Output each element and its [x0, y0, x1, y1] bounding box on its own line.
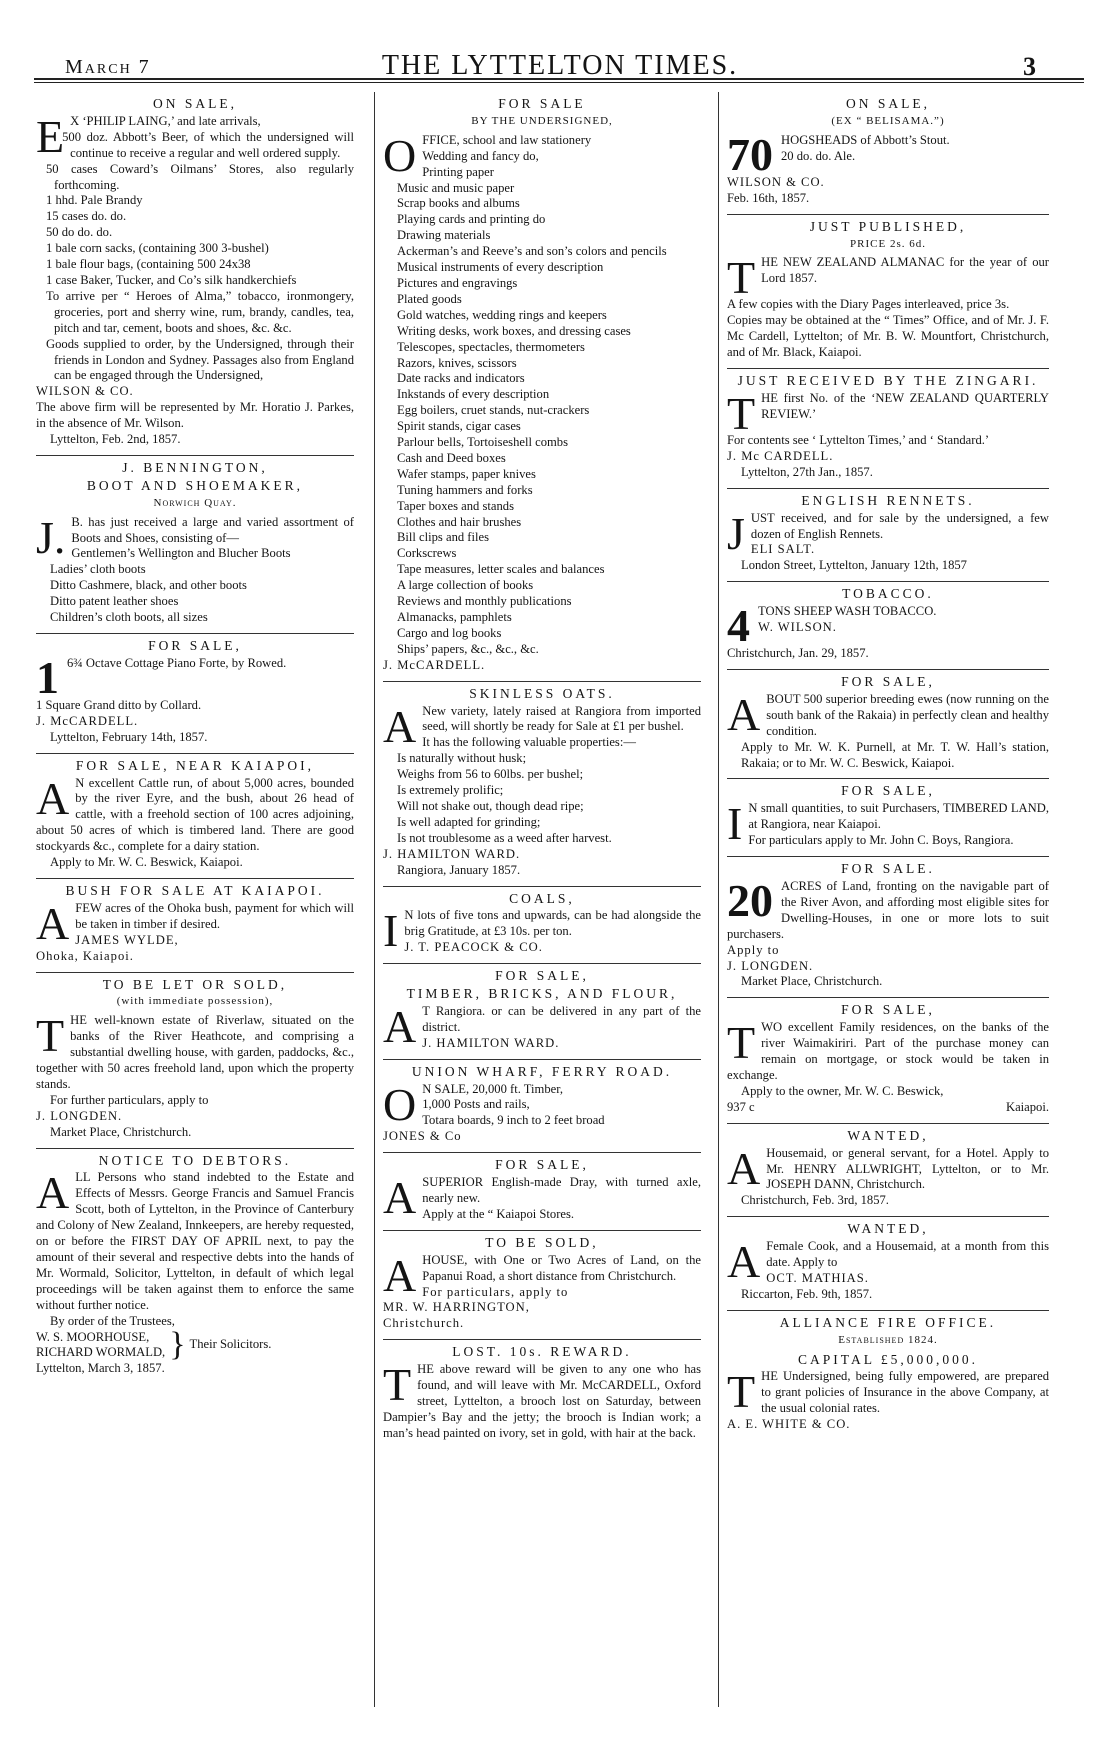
ad-heading: FOR SALE, NEAR KAIAPOI, [75, 757, 315, 773]
ad-stationery [383, 92, 701, 682]
ad-body: T Rangiora. or can be delivered in any part of the district. [422, 1003, 701, 1034]
list-item: It has the following valuable properties:— [422, 735, 636, 750]
list-item: Razors, knives, scissors [397, 355, 517, 370]
ad-heading: UNION WHARF, FERRY ROAD. [411, 1063, 673, 1079]
ad-heading: FOR SALE, [841, 1002, 935, 1018]
ad-body: HE well-known estate of Riverlaw, situated on the banks of the River Heathcote, and comprising a substantial dwelling house, with garden, paddocks, &c., together with 50 acres freehold land, upon which the property stands. [36, 1013, 354, 1091]
list-item: 500 doz. Abbott’s Beer, of which the undersigned will continue to receive a regular and well ordered supply. [62, 129, 354, 160]
ad-subheading: PRICE 2s. 6d. [850, 237, 926, 250]
ad-body: ACRES of Land, fronting on the navigable part of the River Avon, and affording most eligible sites for Dwelling-Houses, in one or more lots to suit purchasers. [727, 879, 1049, 941]
drop-cap: J. [36, 511, 66, 563]
ad-signature: MR. W. HARRINGTON, [383, 1300, 530, 1315]
drop-cap: T [36, 1010, 65, 1062]
ad-acres-avon [727, 857, 1049, 998]
ad-signature: J. LONGDEN. [36, 1108, 123, 1123]
ad-signature-place: Ohoka, Kaiapoi. [36, 948, 134, 963]
masthead-rule [34, 78, 1084, 83]
list-item: Reviews and monthly publications [397, 594, 572, 609]
list-item: Is well adapted for grinding; [397, 814, 541, 829]
ad-intro: FFICE, school and law stationery [422, 132, 592, 147]
drop-cap: T [383, 1359, 412, 1411]
ad-notice-to-debtors [36, 1149, 354, 1385]
ad-date: Riccarton, Feb. 9th, 1857. [741, 1286, 873, 1301]
list-item: Telescopes, spectacles, thermometers [397, 339, 585, 354]
list-item: Gentlemen’s Wellington and Blucher Boots [71, 546, 291, 561]
ad-body: For contents see ‘ Lyttelton Times,’ and ‘ Standard.’ [727, 432, 990, 447]
ad-body: N excellent Cattle run, of about 5,000 acres, bounded by the river Eyre, and the bush, about 26 head of cattle, with a freehold section of 100 acres adjoining, about 50 acres of which is timbered land. There are good stockyards &c., complete for a dairy station. [36, 775, 354, 854]
ad-heading: WANTED, [847, 1221, 929, 1237]
column-2 [383, 92, 701, 1449]
ad-signature: J. HAMILTON WARD. [422, 1035, 560, 1050]
ad-signature: OCT. MATHIAS. [766, 1270, 869, 1285]
list-item: 1 hhd. Pale Brandy [46, 193, 143, 208]
brace-glyph: } [169, 1326, 186, 1364]
ad-heading: TO BE LET OR SOLD, [102, 976, 288, 992]
ad-heading: FOR SALE, [148, 638, 242, 653]
drop-cap: A [36, 772, 70, 824]
ad-belisama [727, 92, 1049, 215]
list-item: Ditto patent leather shoes [50, 594, 179, 609]
ad-heading: NOTICE TO DEBTORS. [98, 1152, 292, 1168]
ad-lost-reward [383, 1340, 701, 1448]
list-item: Cash and Deed boxes [397, 450, 506, 465]
ad-heading: JUST PUBLISHED, [809, 218, 967, 234]
ad-alliance-fire-office [727, 1311, 1049, 1440]
ad-apply: Apply to Mr. W. K. Purnell, at Mr. T. W. Hall’s station, Rakaia; or to Mr. W. C. Beswick, Kaiapoi. [741, 739, 1049, 770]
ad-body: LL Persons who stand indebted to the Estate and Effects of Messrs. George Francis and Samuel Francis Scott, both of Lyttelton, in the Province of Canterbury and Colony of New Zealand, Innkeepers, are hereby requested, on or before the FIRST DAY OF APRIL next, to pay the amount of their several and respective debts into the hands of Mr. Wormald, Solicitor, Lyttelton, in default of which legal proceedings will be taken against them to enforce the same without further notice. [36, 1170, 354, 1312]
masthead [55, 50, 1065, 80]
solicitors-block [36, 1326, 354, 1364]
drop-cap: A [727, 688, 761, 740]
list-item: Cargo and log books [397, 625, 502, 640]
ad-body: N small quantities, to suit Purchasers, TIMBERED LAND, at Rangiora, near Kaiapoi. [748, 801, 1049, 832]
list-item: Gold watches, wedding rings and keepers [397, 307, 607, 322]
ad-dray-for-sale [383, 1153, 701, 1231]
list-item: 50 cases Coward’s Oilmans’ Stores, also regularly forthcoming. [46, 161, 354, 192]
ad-subheading: (with immediate possession), [116, 995, 274, 1008]
ad-note: The above firm will be represented by Mr. Horatio J. Parkes, in the absence of Mr. Wilson. [36, 400, 354, 431]
list-item: 50 do do. do. [46, 225, 113, 240]
list-item: 1,000 Posts and rails, [422, 1097, 530, 1112]
ad-signature: W. WILSON. [758, 620, 837, 635]
ad-signature: WILSON & CO. [36, 384, 134, 399]
drop-cap: A [727, 1142, 761, 1194]
list-item: 1 case Baker, Tucker, and Co’s silk handkerchiefs [46, 272, 297, 287]
list-item: 1 bale flour bags, (containing 500 24x38 [46, 257, 251, 272]
list-item: Date racks and indicators [397, 371, 525, 386]
ad-heading: CAPITAL £5,000,000. [798, 1351, 978, 1367]
ad-heading: ON SALE, [153, 96, 237, 111]
ad-heading: FOR SALE, [841, 674, 935, 690]
ad-body: UST received, and for sale by the undersigned, a few dozen of English Rennets. [750, 510, 1049, 541]
ad-signature: JONES & Co [383, 1129, 462, 1144]
ad-heading: LOST. 10s. REWARD. [452, 1344, 632, 1360]
ad-body: HOUSE, with One or Two Acres of Land, on the Papanui Road, a short distance from Christchurch. [422, 1252, 701, 1283]
list-item: 15 cases do. do. [46, 209, 127, 224]
ad-timbered-land [727, 779, 1049, 857]
ad-body: A few copies with the Diary Pages interleaved, price 3s. [727, 297, 1010, 312]
ad-body: N SALE, 20,000 ft. Timber, [422, 1081, 564, 1096]
list-item: Pictures and engravings [397, 275, 518, 290]
drop-cap: A [383, 700, 417, 752]
list-item: Weighs from 56 to 60lbs. per bushel; [397, 767, 584, 782]
list-item: Plated goods [397, 291, 462, 306]
ad-body: N lots of five tons and upwards, can be had alongside the brig Gratitude, at £3 10s. per ton. [404, 908, 701, 939]
ad-heading: BUSH FOR SALE AT KAIAPOI. [65, 882, 325, 898]
ad-date: Feb. 16th, 1857. [727, 190, 810, 205]
column-divider [718, 92, 719, 1707]
drop-cap: O [383, 129, 417, 181]
list-item: Egg boilers, cruet stands, nut-crackers [397, 403, 590, 418]
list-item: Playing cards and printing do [397, 212, 546, 227]
drop-cap: A [383, 1000, 417, 1052]
list-item: Is extremely prolific; [397, 783, 504, 798]
solicitor-name: W. S. MOORHOUSE, [36, 1329, 150, 1344]
ad-heading: ENGLISH RENNETS. [801, 492, 975, 508]
ad-union-wharf [383, 1060, 701, 1154]
ad-body: Female Cook, and a Housemaid, at a month from this date. Apply to [766, 1239, 1049, 1270]
ad-body: WO excellent Family residences, on the banks of the river Waimakiriri. Part of the purchase money can remain on mortgage, or stock would be taken in exchange. [727, 1020, 1049, 1082]
ad-signature: J. LONGDEN. [727, 958, 814, 973]
list-item: Totara boards, 9 inch to 2 feet broad [422, 1113, 605, 1128]
ad-tobacco [727, 582, 1049, 670]
ad-signature: J. McCARDELL. [36, 713, 139, 728]
ad-apply: For particulars apply to Mr. John C. Boys, Rangiora. [748, 833, 1014, 848]
drop-cap: A [36, 1167, 70, 1219]
ad-heading: SKINLESS OATS. [469, 685, 615, 701]
ad-subheading: Established 1824. [838, 1333, 938, 1346]
list-item: Corkscrews [397, 546, 457, 561]
list-item: Is not troublesome as a weed after harvest. [397, 830, 612, 845]
list-item: Ships’ papers, &c., &c., &c. [397, 641, 539, 656]
ad-body: Copies may be obtained at the “ Times” Office, and of Mr. J. F. Mc Cardell, Lyttelton; of Mr. B. W. Mountfort, Christchurch, and of Mr. Black, Kaiapoi. [727, 313, 1049, 360]
ad-place: Market Place, Christchurch. [741, 974, 883, 989]
ad-breeding-ewes [727, 670, 1049, 779]
ad-zingari [727, 369, 1049, 489]
ad-apply: For further particulars, apply to [50, 1092, 209, 1107]
list-item: 1 bale corn sacks, (containing 300 3-bushel) [46, 241, 269, 256]
ad-english-rennets [727, 489, 1049, 583]
ad-timber-bricks-flour [383, 964, 701, 1060]
ad-heading: WANTED, [847, 1127, 929, 1143]
ad-date: Lyttelton, 27th Jan., 1857. [741, 464, 873, 479]
list-item: To arrive per “ Heroes of Alma,” tobacco, ironmongery, groceries, port and sherry wine, rum, brandy, candles, tea, pitch and tar, cement, boots and shoes, &c. &c. [46, 288, 354, 335]
ad-body: BOUT 500 superior breeding ewes (now running on the south bank of the Rakaia) in perfectly clean and healthy condition. [766, 691, 1049, 738]
ad-heading: TOBACCO. [842, 586, 934, 602]
newspaper-title: THE LYTTELTON TIMES. [381, 50, 739, 81]
ad-date: Lyttelton, February 14th, 1857. [50, 729, 208, 744]
list-item: Inkstands of every description [397, 387, 550, 402]
list-item: Is naturally without husk; [397, 751, 527, 766]
ad-bush-for-sale [36, 879, 354, 973]
solicitor-name: RICHARD WORMALD, [36, 1345, 166, 1360]
ad-subheading: Norwich Quay. [153, 496, 237, 509]
ad-signature: JAMES WYLDE, [75, 932, 179, 947]
ad-skinless-oats [383, 682, 701, 887]
ad-heading: JUST RECEIVED BY THE ZINGARI. [737, 373, 1039, 389]
list-item: Will not shake out, though dead ripe; [397, 798, 584, 813]
ad-line: 1 Square Grand ditto by Collard. [36, 697, 202, 712]
ad-coals [383, 887, 701, 965]
ad-heading: ON SALE, [846, 96, 930, 111]
column-1 [36, 92, 354, 1384]
drop-cap: T [727, 1366, 756, 1418]
list-item: Spirit stands, cigar cases [397, 419, 521, 434]
ad-body: 6¾ Octave Cottage Piano Forte, by Rowed. [67, 655, 287, 670]
ad-intro: X ‘PHILIP LAING,’ and late arrivals, [70, 113, 261, 128]
list-item: Bill clips and files [397, 530, 489, 545]
ad-apply: Apply to [727, 942, 780, 957]
list-item: A large collection of books [397, 578, 534, 593]
ad-date: London Street, Lyttelton, January 12th, 1857 [741, 558, 967, 573]
ad-body: B. has just received a large and varied assortment of Boots and Shoes, consisting of— [71, 514, 354, 545]
ad-kaiapoi-run [36, 754, 354, 879]
ad-apply: For particulars, apply to [422, 1284, 569, 1299]
drop-cap: T [727, 252, 756, 304]
ad-body: HE first No. of the ‘NEW ZEALAND QUARTERLY REVIEW.’ [761, 390, 1049, 421]
list-item: Ladies’ cloth boots [50, 562, 146, 577]
ad-apply: Apply to the owner, Mr. W. C. Beswick, [741, 1083, 944, 1098]
ad-bennington [36, 456, 354, 634]
drop-cap: T [727, 387, 756, 439]
drop-cap: J [727, 507, 745, 559]
drop-cap: A [383, 1249, 417, 1301]
ad-heading: J. BENNINGTON, [122, 459, 268, 475]
list-item: Music and music paper [397, 180, 515, 195]
ad-subheading: BY THE UNDERSIGNED, [471, 114, 613, 127]
ad-signature: J. McCARDELL. [383, 657, 486, 672]
list-item: Taper boxes and stands [397, 498, 514, 513]
list-item: Wedding and fancy do, [422, 148, 539, 163]
column-divider [374, 92, 375, 1707]
ad-apply: Apply to Mr. W. C. Beswick, Kaiapoi. [50, 855, 243, 870]
drop-cap: A [727, 1236, 761, 1288]
drop-cap: I [727, 798, 743, 850]
ad-heading: BOOT AND SHOEMAKER, [86, 477, 304, 493]
ad-family-residences [727, 998, 1049, 1123]
page-number: 3 [1023, 52, 1037, 81]
ad-piano-for-sale [36, 634, 354, 754]
ad-body: HE above reward will be given to any one who has found, and will leave with Mr. McCARDELL, Oxford street, Lyttelton, a brooch lost on Saturday, between Dampier’s Bay and the jetty; the brooch is Indian work; a man’s head painted on ivory, set in gold, with hair at the back. [383, 1362, 701, 1440]
ad-line: TONS SHEEP WASH TOBACCO. [758, 604, 937, 619]
drop-cap: A [36, 897, 70, 949]
solicitors-role: Their Solicitors. [189, 1337, 272, 1352]
large-numeral: 20 [727, 875, 773, 926]
ad-body: FEW acres of the Ohoka bush, payment for which will be taken in timber if desired. [75, 900, 354, 931]
large-numeral: 4 [727, 600, 750, 652]
ad-body: HE Undersigned, being fully empowered, are prepared to grant policies of Insurance in the above Company, at the usual colonial rates. [761, 1369, 1049, 1416]
list-item: Parlour bells, Tortoiseshell combs [397, 435, 568, 450]
ad-heading: FOR SALE, [841, 783, 935, 799]
ad-subheading: (EX “ BELISAMA.”) [831, 114, 945, 127]
ad-house-to-be-sold [383, 1231, 701, 1340]
large-numeral: 70 [727, 128, 773, 180]
list-item: Scrap books and albums [397, 196, 520, 211]
ad-title: HE NEW ZEALAND ALMANAC for the year of our Lord 1857. [761, 255, 1049, 286]
ad-heading: COALS, [509, 890, 575, 906]
list-item: Children’s cloth boots, all sizes [50, 610, 208, 625]
ad-date: Christchurch, Jan. 29, 1857. [727, 646, 869, 661]
ad-order: By order of the Trustees, [50, 1313, 175, 1328]
ad-body: Housemaid, or general servant, for a Hotel. Apply to Mr. HENRY ALLWRIGHT, Lyttelton, or to Mr. JOSEPH DANN, Christchurch. [766, 1145, 1049, 1192]
ad-line: 20 do. do. Ale. [781, 148, 856, 163]
ad-place: Market Place, Christchurch. [50, 1124, 192, 1139]
ad-heading: ALLIANCE FIRE OFFICE. [779, 1314, 997, 1330]
ad-signature: J. HAMILTON WARD. [383, 846, 521, 861]
list-item: Ackerman’s and Reeve’s and son’s colors and pencils [397, 244, 667, 259]
large-numeral: 1 [36, 651, 59, 703]
list-item: Goods supplied to order, by the Undersigned, through their friends in London and Sydney. Passages also from England can be engaged through the Undersigned, [46, 336, 354, 383]
ad-signature-place: Christchurch. [383, 1316, 465, 1331]
ad-heading: FOR SALE [498, 96, 586, 111]
ad-reference: 937 c [727, 1099, 755, 1114]
list-item: Clothes and hair brushes [397, 514, 522, 529]
ad-riverlaw [36, 973, 354, 1149]
ad-heading: TO BE SOLD, [485, 1234, 599, 1250]
list-item: Ditto Cashmere, black, and other boots [50, 578, 247, 593]
list-item: Tape measures, letter scales and balances [397, 562, 605, 577]
ad-date: Lyttelton, Feb. 2nd, 1857. [50, 432, 181, 447]
drop-cap: E [36, 110, 65, 162]
issue-date: March 7 [65, 56, 151, 78]
ad-on-sale-wilson [36, 92, 354, 456]
ad-line: HOGSHEADS of Abbott’s Stout. [781, 132, 950, 147]
drop-cap: T [727, 1017, 756, 1069]
ad-date: Lyttelton, March 3, 1857. [36, 1361, 165, 1376]
ad-apply: Apply at the “ Kaiapoi Stores. [422, 1206, 575, 1221]
ad-signature: ELI SALT. [750, 542, 816, 557]
drop-cap: I [383, 905, 399, 957]
ad-wanted-cook [727, 1217, 1049, 1311]
list-item: Writing desks, work boxes, and dressing cases [397, 323, 631, 338]
column-3 [727, 92, 1049, 1440]
list-item: Drawing materials [397, 228, 491, 243]
ad-wanted-housemaid [727, 1124, 1049, 1218]
drop-cap: A [383, 1172, 417, 1224]
ad-signature: J. T. PEACOCK & CO. [404, 940, 543, 955]
list-item: Musical instruments of every description [397, 260, 604, 275]
ad-date: Rangiora, January 1857. [397, 862, 521, 877]
ad-body: New variety, lately raised at Rangiora from imported seed, will shortly be ready for Sale at £1 per bushel. [422, 703, 701, 734]
ad-heading: FOR SALE. [841, 861, 935, 877]
ad-heading: FOR SALE, [495, 1157, 589, 1173]
list-item: Almanacks, pamphlets [397, 610, 512, 624]
ad-signature: WILSON & CO. [727, 174, 825, 189]
ad-heading: FOR SALE, [495, 968, 589, 984]
ad-place: Kaiapoi. [1005, 1099, 1049, 1114]
ad-date: Christchurch, Feb. 3rd, 1857. [741, 1193, 889, 1208]
list-item: Tuning hammers and forks [397, 482, 533, 497]
ad-signature: J. Mc CARDELL. [727, 448, 834, 463]
list-item: Wafer stamps, paper knives [397, 466, 536, 481]
ad-signature: A. E. WHITE & CO. [727, 1417, 851, 1432]
drop-cap: O [383, 1078, 417, 1130]
list-item: Printing paper [422, 164, 494, 179]
ad-heading: TIMBER, BRICKS, AND FLOUR, [406, 986, 678, 1002]
ad-almanac [727, 215, 1049, 369]
ad-body: SUPERIOR English-made Dray, with turned axle, nearly new. [422, 1175, 701, 1205]
